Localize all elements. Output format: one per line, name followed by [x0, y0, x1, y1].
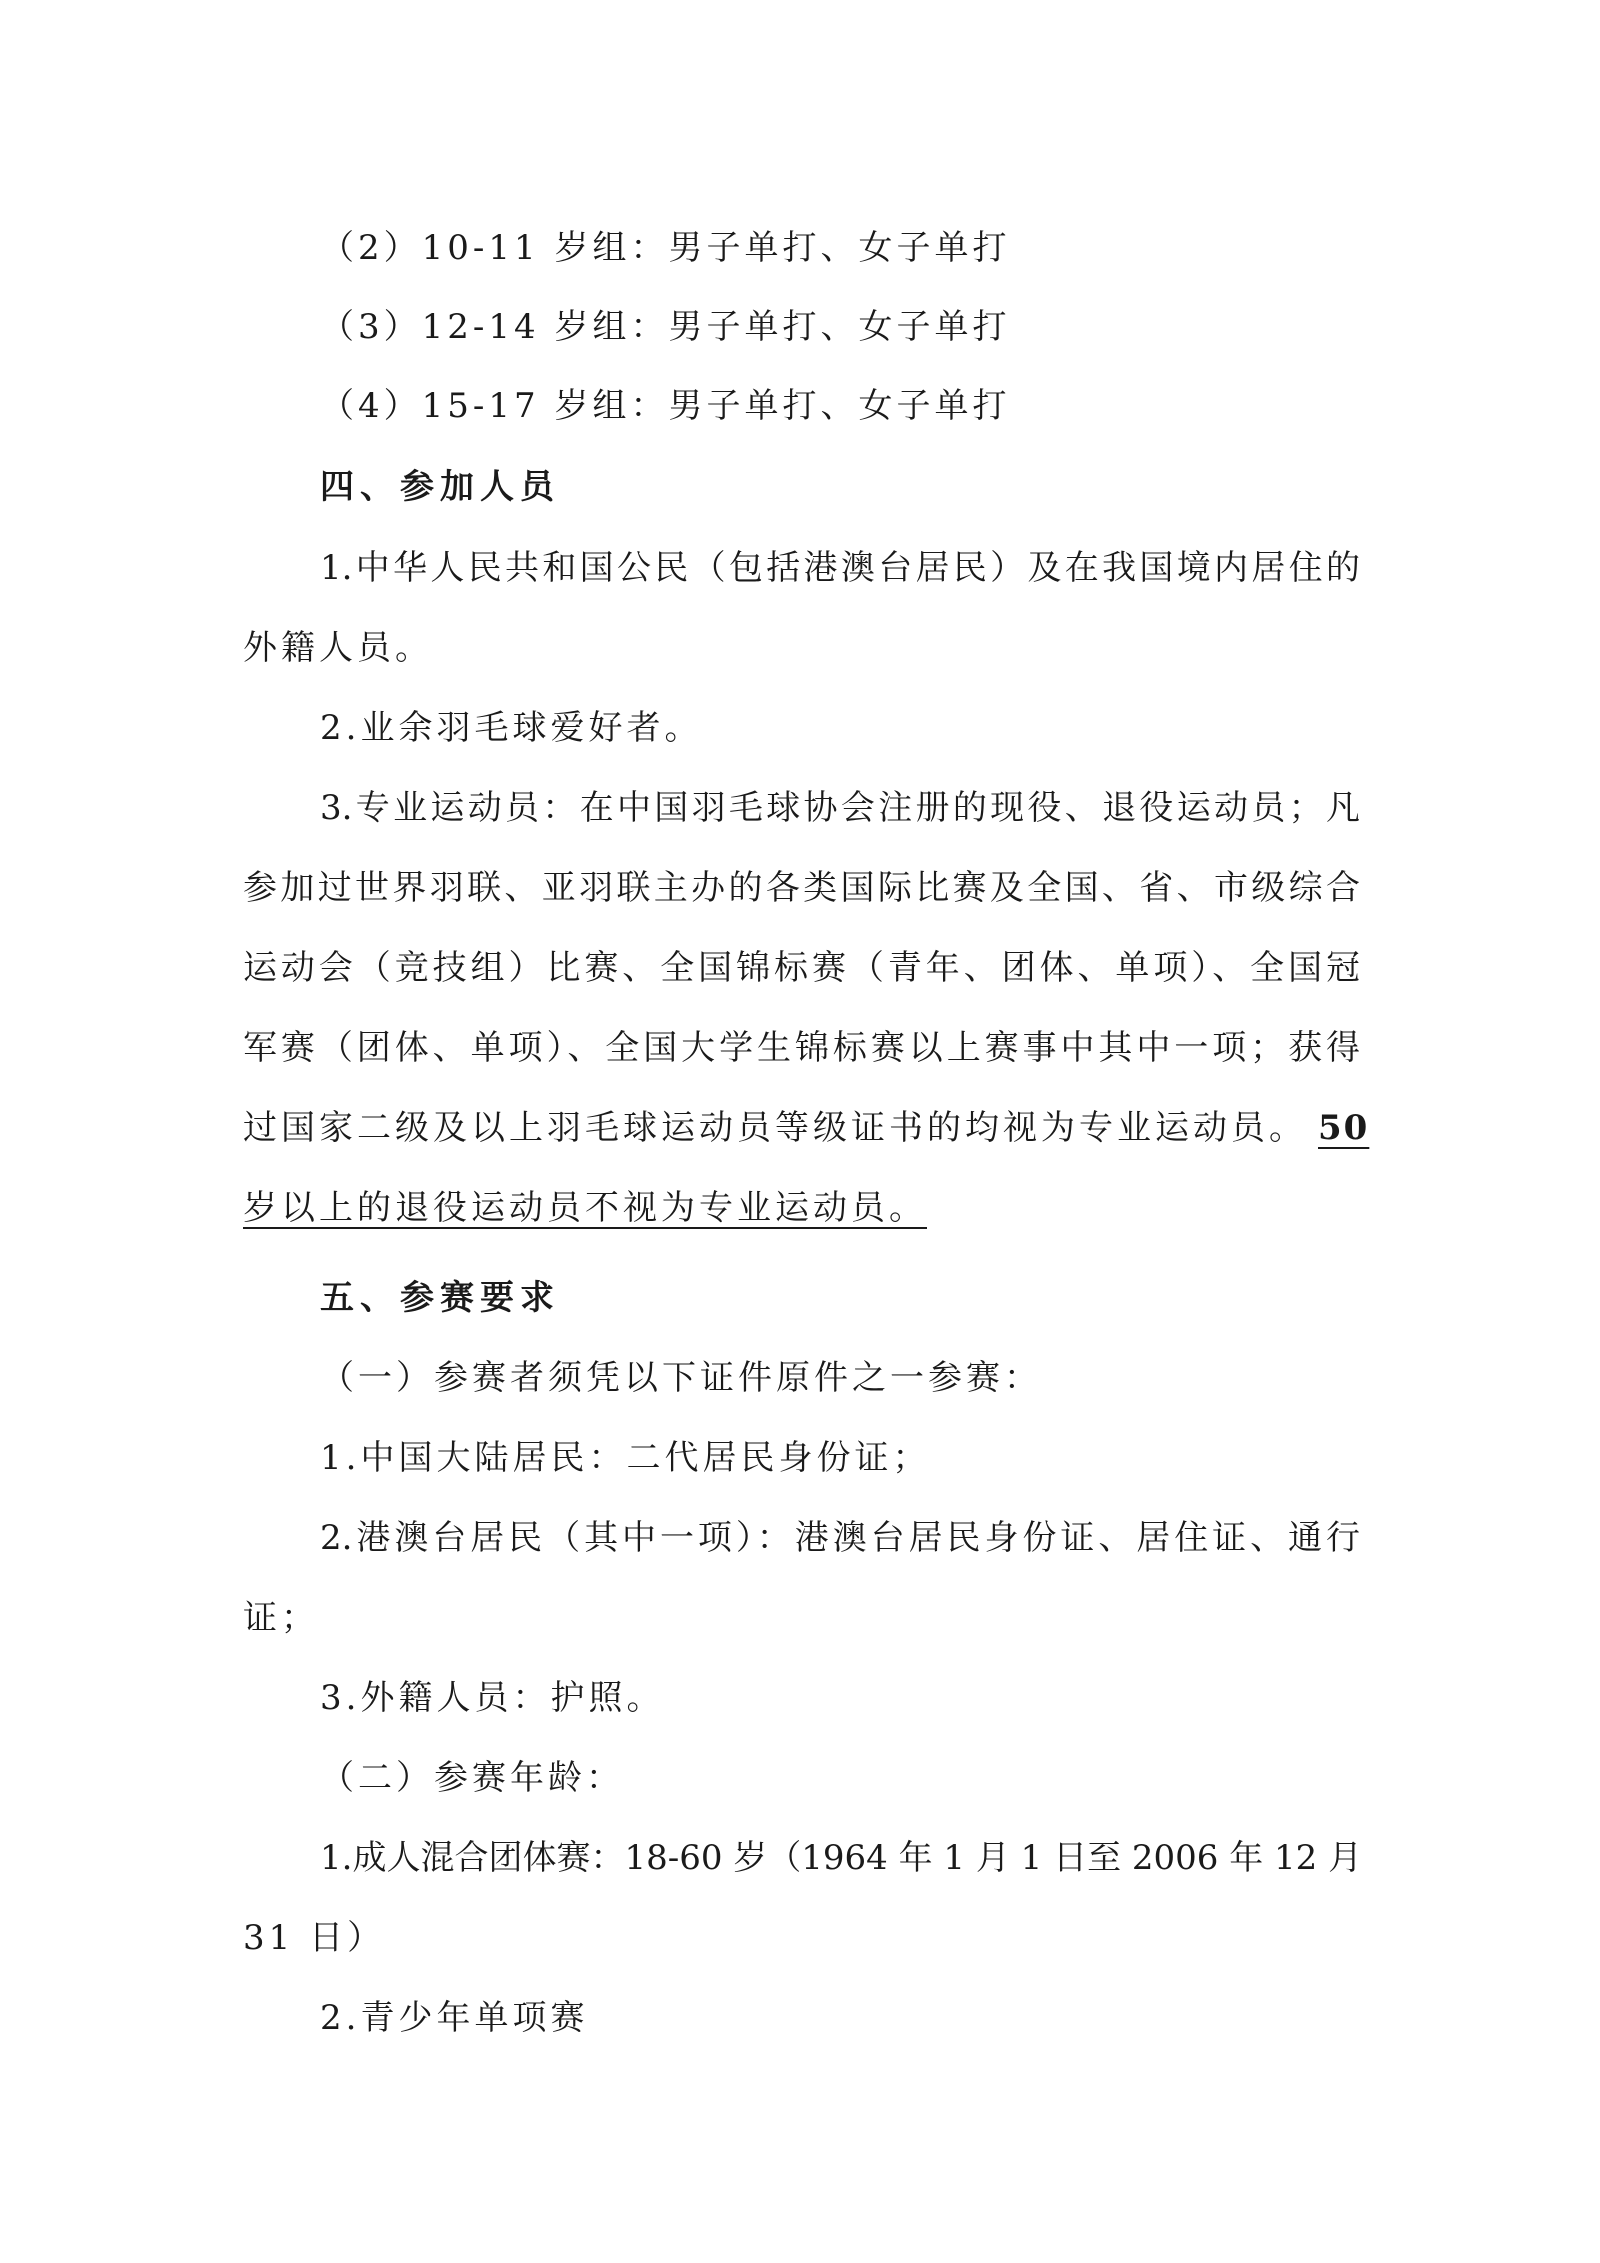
age-adult-team-line-1: 1.成人混合团体赛：18-60 岁（1964 年 1 月 1 日至 2006 年 12 月	[320, 1838, 1363, 1878]
requirement-hk-macao-taiwan-line-1: 2.港澳台居民（其中一项）：港澳台居民身份证、居住证、通行	[320, 1518, 1360, 1558]
requirement-age-heading: （二）参赛年龄：	[320, 1758, 624, 1798]
participant-item-3-line-4: 军赛（团体、单项）、全国大学生锦标赛以上赛事中其中一项；获得	[243, 1028, 1360, 1068]
participant-item-3-line-5-text: 过国家二级及以上羽毛球运动员等级证书的均视为专业运动员。	[243, 1108, 1307, 1148]
age-youth-singles: 2.青少年单项赛	[320, 1998, 589, 2038]
underlined-retired-athlete-note: 岁以上的退役运动员不视为专业运动员。	[243, 1188, 927, 1228]
participant-item-1-line-2: 外籍人员。	[243, 628, 433, 668]
section-heading-participants: 四、参加人员	[320, 467, 560, 507]
age-adult-team-line-2: 31 日）	[243, 1918, 386, 1958]
requirement-id-documents: （一）参赛者须凭以下证件原件之一参赛：	[320, 1358, 1042, 1398]
section-heading-requirements: 五、参赛要求	[320, 1278, 560, 1318]
participant-item-3-line-1: 3.专业运动员：在中国羽毛球协会注册的现役、退役运动员；凡	[320, 788, 1360, 828]
age-group-10-11: （2）10-11 岁组：男子单打、女子单打	[320, 228, 1011, 268]
requirement-foreign-passport: 3.外籍人员：护照。	[320, 1678, 665, 1718]
requirement-hk-macao-taiwan-line-2: 证；	[243, 1598, 319, 1638]
participant-item-3-line-2: 参加过世界羽联、亚羽联主办的各类国际比赛及全国、省、市级综合	[243, 868, 1360, 908]
age-group-12-14: （3）12-14 岁组：男子单打、女子单打	[320, 307, 1011, 347]
participant-item-3-line-3: 运动会（竞技组）比赛、全国锦标赛（青年、团体、单项）、全国冠	[243, 948, 1360, 988]
age-group-15-17: （4）15-17 岁组：男子单打、女子单打	[320, 386, 1011, 426]
requirement-mainland-id: 1.中国大陆居民：二代居民身份证；	[320, 1438, 931, 1478]
underlined-age-fifty: 50	[1318, 1108, 1370, 1148]
participant-item-2: 2.业余羽毛球爱好者。	[320, 708, 703, 748]
participant-item-1-line-1: 1.中华人民共和国公民（包括港澳台居民）及在我国境内居住的	[320, 548, 1360, 588]
participant-item-3-line-5	[243, 1107, 1370, 1149]
